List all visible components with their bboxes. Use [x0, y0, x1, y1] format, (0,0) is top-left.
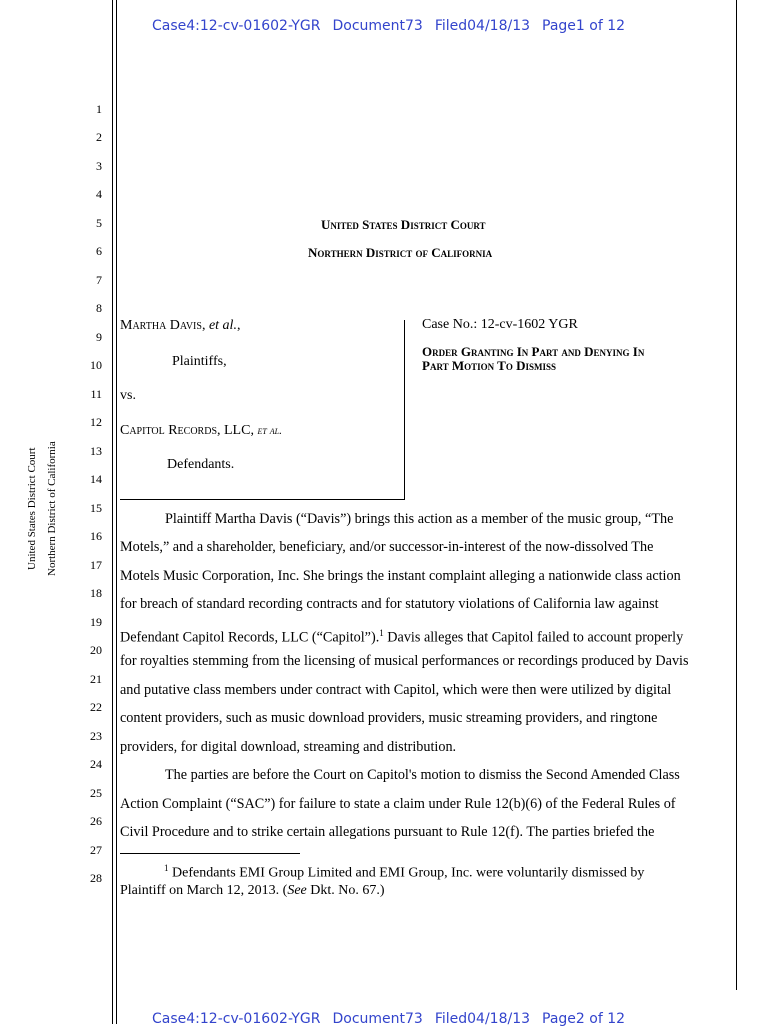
header-filed-date: Filed04/18/13: [434, 1011, 531, 1027]
ecf-header: [152, 18, 637, 34]
header-document-number: Document73: [332, 18, 423, 34]
header-page-number: Page2 of 12: [542, 1011, 626, 1027]
caption-bottom-rule: [120, 499, 405, 500]
plaintiffs-label: Plaintiffs,: [172, 354, 227, 369]
caption-plaintiff: [120, 318, 240, 334]
court-name: United States District Court: [321, 217, 486, 232]
sidebar-court-name: United States District Court: [26, 447, 38, 570]
header-page-number: Page1 of 12: [542, 18, 626, 34]
plaintiff-name: Martha Davis,: [120, 318, 206, 333]
next-page-left-line-outer: [112, 994, 113, 1024]
line-number: 4: [96, 187, 102, 201]
order-title-line-2: Part Motion To Dismiss: [422, 358, 556, 373]
right-margin-line: [736, 0, 737, 990]
line-number: 25: [90, 786, 102, 800]
line-number: 14: [90, 472, 102, 486]
defendants-label: Defendants.: [167, 457, 235, 472]
header-case-number: Case4:12-cv-01602-YGR: [152, 1011, 321, 1027]
footnote: [120, 860, 644, 899]
defendant-name: Capitol Records, LLC,: [120, 423, 254, 438]
body-line: providers, for digital download, streaming and distribution.: [120, 739, 457, 755]
body-line: for breach of standard recording contracts and for statutory violations of California law against: [120, 596, 659, 612]
body-line: Motels,” and a shareholder, beneficiary, and/or successor-in-interest of the now-dissolved The: [120, 539, 654, 555]
footnote-marker: 1: [164, 863, 169, 873]
plaintiff-suffix: ,: [236, 318, 241, 333]
line-number: 5: [96, 216, 102, 230]
line-number: 21: [90, 672, 102, 686]
sidebar-district-name: Northern District of California: [46, 441, 58, 576]
case-number: Case No.: 12-cv-1602 YGR: [422, 317, 578, 332]
left-margin-line-outer: [112, 0, 113, 1010]
body-line: [120, 625, 683, 646]
line-number: 11: [90, 387, 102, 401]
footnote-rule: [120, 853, 300, 854]
line-number: 18: [90, 586, 102, 600]
line-number: 1: [96, 102, 102, 116]
footnote-line-1: [120, 860, 644, 882]
line-number: 3: [96, 159, 102, 173]
next-page-left-line-inner: [116, 994, 117, 1024]
line-number: 27: [90, 843, 102, 857]
body-line: Plaintiff Martha Davis (“Davis”) brings this action as a member of the music group, “The: [165, 511, 674, 527]
line-number: 12: [90, 415, 102, 429]
line-number: 24: [90, 757, 102, 771]
footnote-reference: 1: [379, 628, 384, 638]
body-line: for royalties stemming from the licensing of musical performances or recordings produced by Davis: [120, 653, 689, 669]
line-number: 9: [96, 330, 102, 344]
body-line: Action Complaint (“SAC”) for failure to state a claim under Rule 12(b)(6) of the Federal Rules of: [120, 796, 676, 812]
line-number: 16: [90, 529, 102, 543]
line-number: 22: [90, 700, 102, 714]
order-title: [422, 345, 644, 373]
body-line: and putative class members under contract with Capitol, which were then were utilized by digital: [120, 682, 672, 698]
line-number: 20: [90, 643, 102, 657]
footnote-text-2a: Plaintiff on March 12, 2013. (: [120, 882, 288, 898]
line-number: 23: [90, 729, 102, 743]
left-margin-line-inner: [116, 0, 117, 1010]
line-number: 7: [96, 273, 102, 287]
order-title-line-1: Order Granting In Part and Denying In: [422, 344, 645, 359]
footnote-line-2: [120, 882, 644, 899]
body-line: content providers, such as music download providers, music streaming providers, and ringtone: [120, 710, 658, 726]
ecf-header-next-page: [152, 1011, 637, 1027]
line-number: 28: [90, 871, 102, 885]
line-number: 19: [90, 615, 102, 629]
header-document-number: Document73: [332, 1011, 423, 1027]
footnote-see: See: [287, 882, 307, 898]
body-line: Motels Music Corporation, Inc. She brings the instant complaint alleging a nationwide class action: [120, 568, 681, 584]
line-number: 17: [90, 558, 102, 572]
versus-label: vs.: [120, 388, 136, 403]
header-filed-date: Filed04/18/13: [434, 18, 531, 34]
header-case-number: Case4:12-cv-01602-YGR: [152, 18, 321, 34]
line-number: 8: [96, 301, 102, 315]
line-number: 15: [90, 501, 102, 515]
footnote-text-1: Defendants EMI Group Limited and EMI Group, Inc. were voluntarily dismissed by: [168, 865, 645, 881]
plaintiff-et-al: et al.: [208, 318, 237, 333]
footnote-text-2b: Dkt. No. 67.): [306, 882, 385, 898]
court-district: Northern District of California: [308, 245, 493, 260]
caption-defendant: [120, 423, 282, 439]
line-number: 26: [90, 814, 102, 828]
body-line-part: Defendant Capitol Records, LLC (“Capitol”).: [120, 629, 380, 646]
body-line: Civil Procedure and to strike certain allegations pursuant to Rule 12(f). The parties briefed the: [120, 824, 655, 840]
line-number: 10: [90, 358, 102, 372]
line-number: 13: [90, 444, 102, 458]
line-number: 6: [96, 244, 102, 258]
defendant-et-al: et al.: [257, 423, 283, 437]
body-line: The parties are before the Court on Capitol's motion to dismiss the Second Amended Class: [165, 767, 680, 783]
line-number: 2: [96, 130, 102, 144]
body-line-part: Davis alleges that Capitol failed to account properly: [383, 629, 684, 646]
caption-divider: [404, 320, 405, 500]
